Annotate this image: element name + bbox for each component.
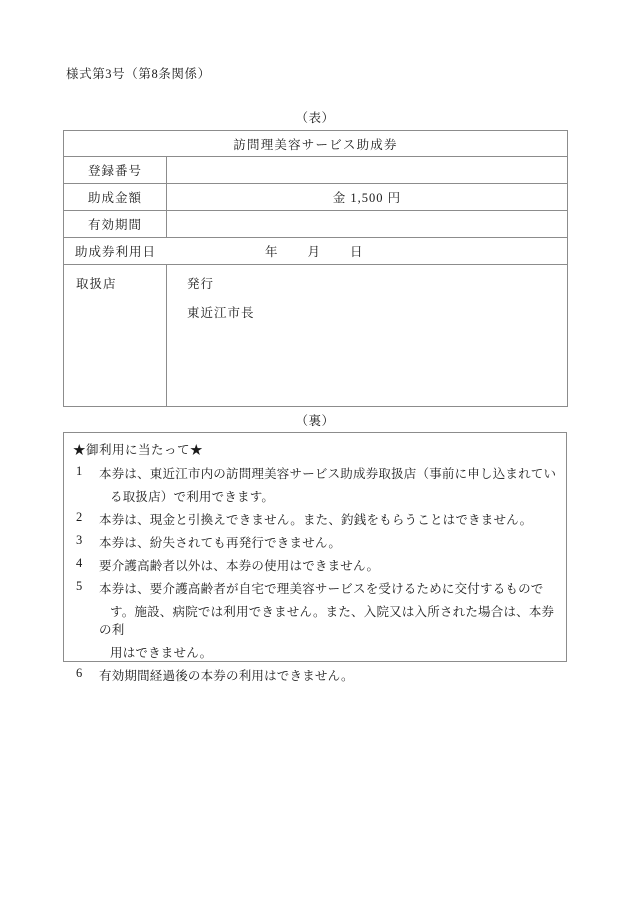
- table-row-subsidy-amount: [64, 184, 568, 211]
- usage-date-cell[interactable]: [64, 238, 568, 265]
- usage-note-text: [99, 464, 557, 505]
- label-usage-date: 助成券利用日: [74, 245, 156, 259]
- usage-note-text: [99, 666, 557, 684]
- table-row-registration-number: [64, 157, 568, 184]
- usage-note-item: [73, 510, 557, 528]
- front-side-caption: （表）: [295, 111, 335, 125]
- usage-note-number: 4: [76, 556, 83, 570]
- usage-note-item: [73, 579, 557, 661]
- usage-note-text: [99, 579, 557, 661]
- usage-note-number: 3: [76, 533, 83, 547]
- usage-note-item: [73, 556, 557, 574]
- usage-note-line: 本券は、要介護高齢者が自宅で理美容サービスを受けるために交付するもので: [99, 582, 544, 596]
- usage-note-line: 要介護高齢者以外は、本券の使用はできません。: [99, 559, 380, 573]
- usage-note-item: [73, 533, 557, 551]
- voucher-title: 訪問理美容サービス助成券: [64, 131, 568, 157]
- usage-note-line: 有効期間経過後の本券の利用はできません。: [99, 669, 354, 683]
- table-row-footer: [64, 265, 568, 407]
- usage-note-line: 用はできません。: [110, 646, 213, 660]
- usage-date-year-unit: 年: [265, 245, 278, 259]
- voucher-title-row: [64, 131, 568, 157]
- issuer-name: 東近江市長: [187, 306, 255, 320]
- usage-note-line: 本券は、紛失されても再発行できません。: [99, 536, 342, 550]
- usage-note-number: 6: [76, 666, 83, 680]
- usage-note-line: る取扱店）で利用できます。: [110, 490, 275, 504]
- voucher-front-table: [63, 130, 568, 407]
- label-shop: 取扱店: [76, 277, 117, 291]
- back-side-caption: （裏）: [295, 414, 335, 428]
- usage-note-line: 本券は、東近江市内の訪問理美容サービス助成券取扱店（事前に申し込まれてい: [99, 467, 557, 481]
- usage-note-line: 本券は、現金と引換えできません。また、釣銭をもらうことはできません。: [99, 513, 533, 527]
- usage-note-number: 5: [76, 579, 83, 593]
- value-subsidy-amount: 金 1,500 円: [167, 184, 568, 211]
- usage-note-text: [99, 510, 557, 528]
- usage-notes-list: [73, 464, 557, 684]
- usage-notes-heading: ★御利用に当たって★: [73, 443, 204, 457]
- issuer-section: [167, 265, 568, 407]
- usage-note-item: [73, 464, 557, 505]
- label-valid-period: 有効期間: [64, 211, 167, 238]
- usage-note-number: 2: [76, 510, 83, 524]
- label-registration-number: 登録番号: [64, 157, 167, 184]
- usage-note-item: [73, 666, 557, 684]
- usage-notes-box: [63, 432, 567, 683]
- label-subsidy-amount: 助成金額: [64, 184, 167, 211]
- shop-section[interactable]: [64, 265, 167, 407]
- usage-note-line: す。施設、病院では利用できません。また、入院又は入所された場合は、本券の利: [99, 605, 555, 637]
- label-issue: 発行: [187, 277, 215, 291]
- usage-date-month-unit: 月: [307, 245, 321, 259]
- table-row-valid-period: [64, 211, 568, 238]
- usage-note-text: [99, 533, 557, 551]
- value-valid-period[interactable]: [167, 211, 568, 238]
- form-number-heading: 様式第3号（第8条関係）: [66, 67, 211, 81]
- usage-note-text: [99, 556, 557, 574]
- value-registration-number[interactable]: [167, 157, 568, 184]
- table-row-usage-date: [64, 238, 568, 265]
- usage-note-number: 1: [76, 464, 83, 478]
- usage-date-day-unit: 日: [350, 245, 363, 259]
